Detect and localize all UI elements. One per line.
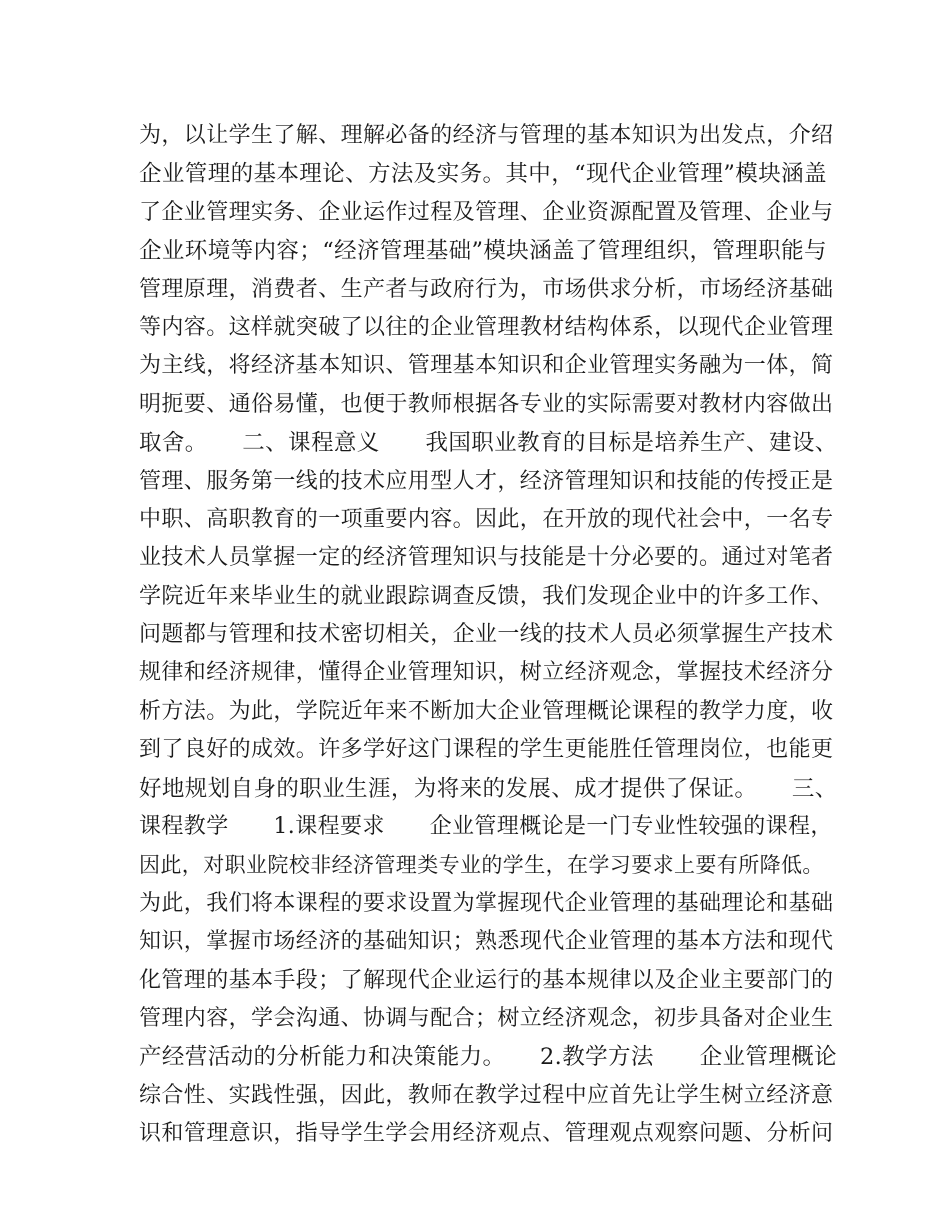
text-line: 因此，对职业院校非经济管理类专业的学生，在学习要求上要有所降低。 [139,853,824,878]
text-line: 取舍。 二、课程意义 我国职业教育的目标是培养生产、建设、 [139,430,838,457]
text-line: 等内容。这样就突破了以往的企业管理教材结构体系，以现代企业管理 [139,314,834,340]
text-line: 为此，我们将本课程的要求设置为掌握现代企业管理的基础理论和基础 [139,890,834,916]
text-line: 企业环境等内容；“经济管理基础”模块涵盖了管理组织，管理职能与 [139,238,827,265]
text-line: 管理原理，消费者、生产者与政府行为，市场供求分析，市场经济基础 [139,276,834,302]
text-line: 析方法。为此，学院近年来不断加大企业管理概论课程的教学力度，收 [139,698,834,724]
text-line: 中职、高职教育的一项重要内容。因此，在开放的现代社会中，一名专 [139,506,834,532]
text-line: 识和管理意识，指导学生学会用经济观点、管理观点观察问题、分析问 [139,1121,834,1147]
text-line: 课程教学 1.课程要求 企业管理概论是一门专业性较强的课程， [139,814,833,840]
text-line: 为，以让学生了解、理解必备的经济与管理的基本知识为出发点，介绍 [139,123,834,148]
text-line: 综合性、实践性强，因此，教师在教学过程中应首先让学生树立经济意 [139,1082,834,1108]
text-line: 好地规划自身的职业生涯，为将来的发展、成才提供了保证。 三、 [139,775,838,802]
text-line: 到了良好的成效。许多学好这门课程的学生更能胜任管理岗位，也能更 [139,737,834,763]
body-text [139,117,839,1154]
text-line: 学院近年来毕业生的就业跟踪调查反馈，我们发现企业中的许多工作、 [139,583,834,609]
text-line: 了企业管理实务、企业运作过程及管理、企业资源配置及管理、企业与 [139,199,834,225]
text-line: 业技术人员掌握一定的经济管理知识与技能是十分必要的。通过对笔者 [139,545,834,571]
text-line: 企业管理的基本理论、方法及实务。其中，“现代企业管理”模块涵盖 [139,161,827,188]
text-line: 产经营活动的分析能力和决策能力。 2.教学方法 企业管理概论 [139,1044,838,1071]
text-line: 知识，掌握市场经济的基础知识；熟悉现代企业管理的基本方法和现代 [139,929,834,955]
text-line: 规律和经济规律，懂得企业管理知识，树立经济观念，掌握技术经济分 [139,660,834,686]
text-line: 明扼要、通俗易懂，也便于教师根据各专业的实际需要对教材内容做出 [139,391,834,417]
text-line: 管理内容，学会沟通、协调与配合；树立经济观念，初步具备对企业生 [139,1005,834,1031]
text-line: 化管理的基本手段；了解现代企业运行的基本规律以及企业主要部门的 [139,967,834,993]
text-line: 问题都与管理和技术密切相关，企业一线的技术人员必须掌握生产技术 [139,622,834,648]
text-line: 管理、服务第一线的技术应用型人才，经济管理知识和技能的传授正是 [139,468,834,494]
text-line: 为主线，将经济基本知识、管理基本知识和企业管理实务融为一体，简 [139,353,834,379]
